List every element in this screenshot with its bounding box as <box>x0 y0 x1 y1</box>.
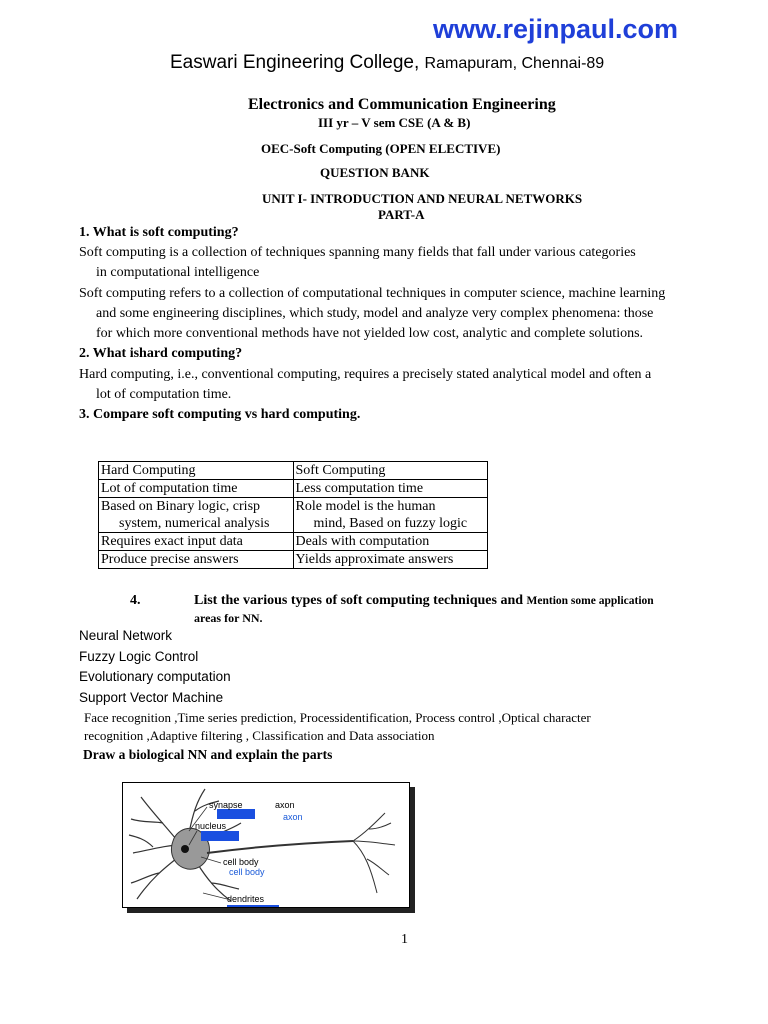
dendrites-highlight <box>227 905 279 907</box>
q1-line: Soft computing is a collection of techniques spanning many fields that fall under various categories <box>79 245 636 260</box>
q4-title-small: Mention some application <box>526 595 654 607</box>
list-item: Evolutionary computation <box>79 669 231 684</box>
college-name <box>170 52 604 74</box>
q4-title-main: List the various types of soft computing techniques and <box>194 593 524 608</box>
q1-line: in computational intelligence <box>96 265 260 280</box>
nucleus-highlight <box>201 831 239 841</box>
table-cell: Produce precise answers <box>99 551 294 569</box>
table-cell-line: Based on Binary logic, crisp <box>101 499 261 514</box>
q2-line: Hard computing, i.e., conventional computing, requires a precisely stated analytical model and often a <box>79 367 652 382</box>
q2-title: 2. What ishard computing? <box>79 346 243 361</box>
table-cell-line: system, numerical analysis <box>119 516 270 531</box>
table-row <box>99 533 488 551</box>
question-bank-title: QUESTION BANK <box>320 165 430 180</box>
table-row <box>99 551 488 569</box>
label-axon: axon <box>275 800 295 810</box>
list-item: Neural Network <box>79 628 173 643</box>
website-url[interactable]: www.rejinpaul.com <box>433 14 679 44</box>
department-title: Electronics and Communication Engineering <box>248 96 556 113</box>
q1-line: Soft computing refers to a collection of computational techniques in computer science, machine learning <box>79 286 666 301</box>
label-cell-body-blue: cell body <box>229 867 265 877</box>
q4-title-line2: areas for NN. <box>194 611 263 625</box>
table-row <box>99 498 488 533</box>
table-cell: Yields approximate answers <box>293 551 488 569</box>
axon-line <box>207 841 353 853</box>
comparison-table <box>98 461 488 569</box>
page-number: 1 <box>401 932 408 947</box>
q1-title: 1. What is soft computing? <box>79 225 239 240</box>
q4-applications-line: Face recognition ,Time series prediction, Processidentification, Process control ,Optical character <box>84 710 591 725</box>
q1-line: for which more conventional methods have not yielded low cost, analytic and complete solutions. <box>96 326 644 341</box>
q5-title: Draw a biological NN and explain the parts <box>83 747 333 762</box>
table-cell: Lot of computation time <box>99 480 294 498</box>
college-location: Ramapuram, Chennai-89 <box>424 55 605 72</box>
table-header-cell: Hard Computing <box>99 462 294 480</box>
table-cell: Requires exact input data <box>99 533 294 551</box>
q4-title <box>194 593 654 609</box>
q4-number: 4. <box>130 593 141 608</box>
college-title: Easwari Engineering College, <box>170 52 420 73</box>
synapse-highlight <box>217 809 255 819</box>
list-item: Fuzzy Logic Control <box>79 649 199 664</box>
label-nucleus: nucleus <box>195 821 227 831</box>
biological-neuron-figure <box>122 782 410 908</box>
year-semester: III yr – V sem CSE (A & B) <box>318 115 471 130</box>
table-cell <box>99 498 294 533</box>
q1-line: and some engineering disciplines, which study, model and analyze very complex phenomena: those <box>96 306 654 321</box>
subject-title: OEC-Soft Computing (OPEN ELECTIVE) <box>261 141 501 156</box>
q3-title: 3. Compare soft computing vs hard computing. <box>79 407 361 422</box>
table-cell <box>293 498 488 533</box>
label-synapse: synapse <box>209 800 243 810</box>
label-dendrites: dendrites <box>227 894 265 904</box>
list-item: Support Vector Machine <box>79 690 224 705</box>
unit-title: UNIT I- INTRODUCTION AND NEURAL NETWORKS <box>262 191 583 206</box>
nucleus-dot <box>181 845 189 853</box>
table-header-cell: Soft Computing <box>293 462 488 480</box>
table-cell-line: mind, Based on fuzzy logic <box>313 516 468 531</box>
table-cell: Deals with computation <box>293 533 488 551</box>
part-title: PART-A <box>378 207 425 222</box>
axon-terminals <box>353 813 395 893</box>
table-row <box>99 480 488 498</box>
neuron-drawing <box>123 783 409 907</box>
table-cell: Less computation time <box>293 480 488 498</box>
table-row <box>99 462 488 480</box>
table-cell-line: Role model is the human <box>295 499 436 514</box>
q4-applications-line: recognition ,Adaptive filtering , Classification and Data association <box>84 728 435 743</box>
label-axon-blue: axon <box>283 812 303 822</box>
label-cell-body: cell body <box>223 857 259 867</box>
q2-line: lot of computation time. <box>96 387 232 402</box>
